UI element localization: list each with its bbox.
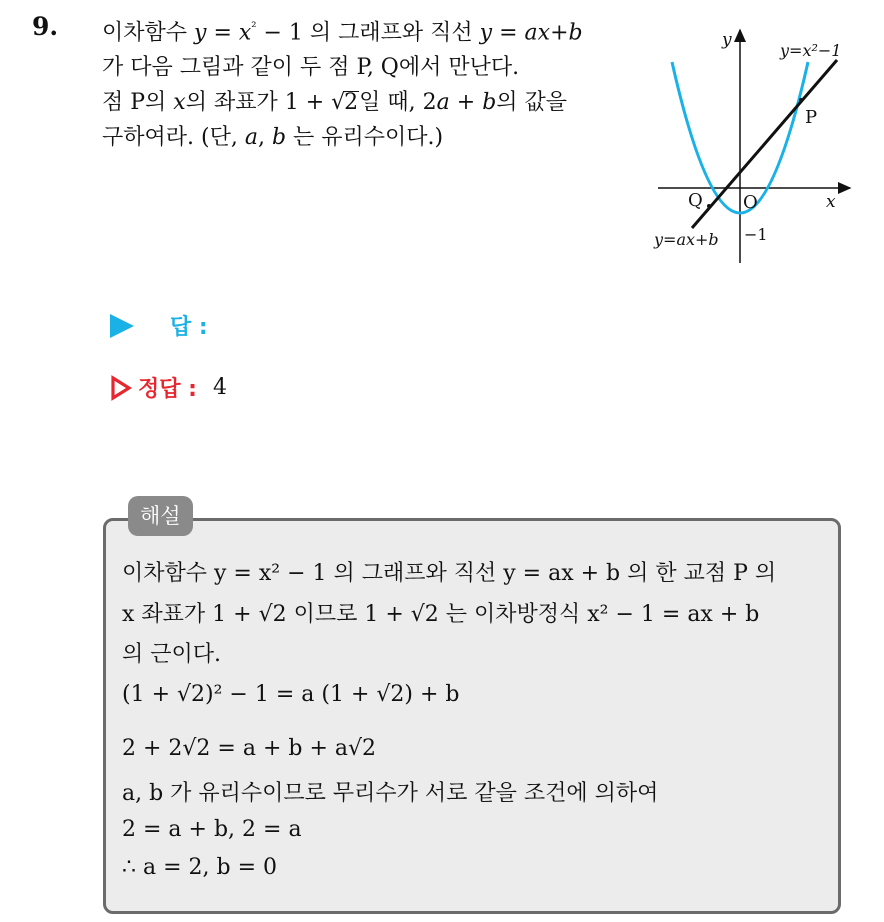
point-q-label: Q bbox=[688, 190, 703, 211]
question-text bbox=[102, 10, 642, 155]
question-number: 9. bbox=[32, 12, 59, 41]
question-line-4: 구하여라. (단, a, b 는 유리수이다.) bbox=[102, 125, 444, 151]
correct-answer-label: 정답 : bbox=[138, 377, 197, 402]
point-p-marker bbox=[799, 98, 803, 102]
explanation-line-2: x 좌표가 1 + √2 이므로 1 + √2 는 이차방정식 x² − 1 = ax + b bbox=[122, 602, 760, 627]
question-line-3: 점 P의 x의 좌표가 1 + √2일 때, 2a + b의 값을 bbox=[102, 90, 568, 116]
explanation-equation-3: 2 = a + b, 2 = a bbox=[122, 817, 302, 842]
answer-arrow-icon bbox=[110, 314, 134, 338]
correct-answer-row bbox=[110, 372, 227, 403]
line-label: y=ax+b bbox=[654, 230, 719, 249]
answer-label: 답 : bbox=[170, 315, 208, 340]
explanation-line-4: a, b 가 유리수이므로 무리수가 서로 같을 조건에 의하여 bbox=[122, 781, 659, 806]
x-axis-label: x bbox=[826, 192, 836, 212]
correct-answer-value: 4 bbox=[212, 375, 227, 400]
explanation-tag: 해설 bbox=[128, 496, 193, 536]
y-axis-label: y bbox=[722, 30, 732, 50]
explanation-equation-1: (1 + √2)² − 1 = a (1 + √2) + b bbox=[122, 682, 460, 707]
explanation-equation-2: 2 + 2√2 = a + b + a√2 bbox=[122, 736, 377, 761]
parabola-line-graph bbox=[640, 18, 860, 268]
parabola-label: y=x²−1 bbox=[780, 41, 842, 60]
line-curve bbox=[692, 60, 837, 228]
point-p-label: P bbox=[805, 107, 818, 128]
correct-arrow-icon bbox=[110, 375, 132, 401]
answer-row bbox=[110, 310, 222, 341]
explanation-line-3: 의 근이다. bbox=[122, 642, 221, 667]
origin-label: O bbox=[743, 192, 758, 213]
explanation-equation-4: ∴ a = 2, b = 0 bbox=[122, 855, 278, 880]
question-line-1: 이차함수 $y = x^{^2} - 1$ 의 그래프와 직선 y = ax+b bbox=[102, 20, 583, 46]
point-q-marker bbox=[707, 204, 711, 208]
question-line-2: 가 다음 그림과 같이 두 점 P, Q에서 만난다. bbox=[102, 55, 520, 81]
explanation-line-1: 이차함수 y = x² − 1 의 그래프와 직선 y = ax + b 의 한 교점 P 의 bbox=[122, 561, 777, 586]
intercept-label: −1 bbox=[744, 225, 768, 244]
